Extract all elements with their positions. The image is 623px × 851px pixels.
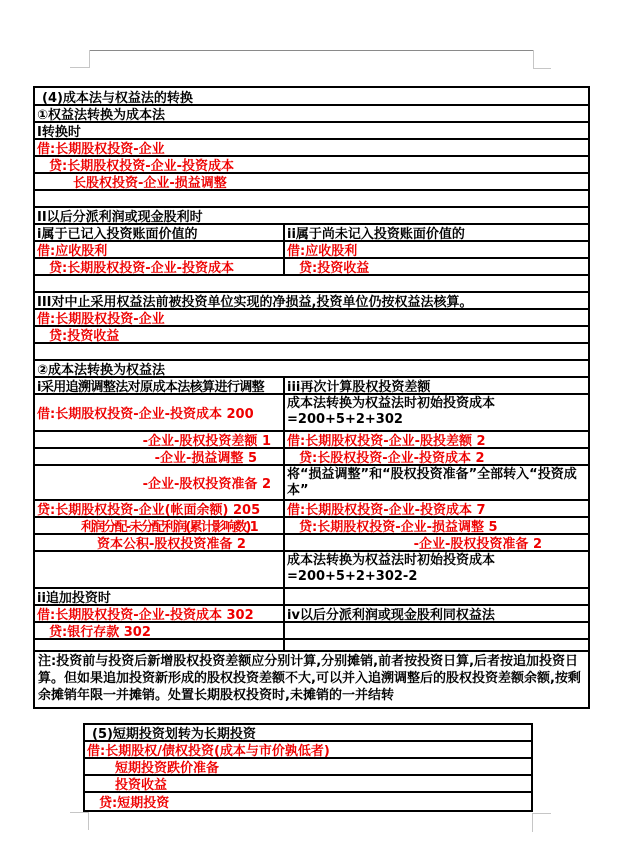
journal-entry-debit: 借:长期股权/债权投资(成本与市价孰低者) <box>87 744 330 757</box>
subsection-1-title: ①权益法转换为成本法 <box>37 108 166 121</box>
journal-entry-debit: 借:长期股权投资-企业 <box>37 312 165 325</box>
table-row <box>35 225 588 242</box>
subsection-2-title: ②成本法转换为权益法 <box>37 363 166 376</box>
journal-entry-credit: 贷:长股权投资-企业-投资成本 2 <box>299 451 485 464</box>
table-row <box>35 623 588 640</box>
table-row <box>35 449 588 466</box>
journal-entry-credit: 贷:长期股权投资-企业-损益调整 5 <box>299 520 498 533</box>
text-boundary-mark-top-left-h <box>70 67 90 68</box>
table-row <box>35 310 588 327</box>
table-row <box>35 652 588 707</box>
journal-entry-debit: 借:长期股权投资-企业 <box>37 142 165 155</box>
table-row <box>35 276 588 293</box>
journal-entry-credit-cont: -企业-股权投资准备 2 <box>413 537 542 550</box>
journal-entry-debit: 借:长期股权投资-企业-投资成本 200 <box>35 395 285 430</box>
text-boundary-mark-bottom-left-h <box>70 812 89 813</box>
table-row <box>35 88 588 106</box>
table-row <box>35 157 588 174</box>
table-short-to-long-investment <box>83 723 533 812</box>
table-cost-equity-conversion <box>33 86 590 709</box>
journal-entry-credit: 贷:银行存款 302 <box>35 623 285 638</box>
table-row <box>35 518 588 535</box>
table-row <box>35 589 588 606</box>
journal-entry-credit: 贷:长期股权投资-企业-投资成本 <box>35 259 285 274</box>
step-ii-title: ii追加投资时 <box>35 589 285 604</box>
journal-entry-debit-cont: -企业-损益调整 5 <box>35 449 285 464</box>
empty-cell <box>285 589 588 604</box>
empty-cell <box>35 640 285 650</box>
table-row <box>35 123 588 140</box>
step-i-title: i采用追溯调整法对原成本法核算进行调整 <box>35 378 285 393</box>
table-row <box>35 140 588 157</box>
section-4-title: (4)成本法与权益法的转换 <box>42 90 193 104</box>
table-row <box>35 378 588 395</box>
calculation-text: 成本法转换为权益法时初始投资成本=200+5+2+302 <box>287 396 496 427</box>
table-row <box>35 327 588 344</box>
journal-entry-credit-cont: 资本公积-股权投资准备 2 <box>35 535 285 550</box>
text-boundary-top-line <box>90 50 533 51</box>
empty-cell <box>35 191 588 206</box>
step-iv-title: iv以后分派利润或现金股利同权益法 <box>287 608 495 621</box>
journal-entry-debit-cont: 投资收益 <box>115 778 168 791</box>
table-row <box>35 344 588 361</box>
note-text: 注:投资前与投资后新增股权投资差额应分别计算,分别摊销,前者按投资日算,后者按追加投资日算。但如果追加投资新形成的股权投资差额不大,可以并入追溯调整后的股权投资差额余额,按剩余摊销年限一并摊销。处置长期股权投资时,未摊销的一并结转 <box>38 654 581 703</box>
table-row <box>85 742 531 759</box>
empty-cell <box>35 276 588 291</box>
table-row <box>35 552 588 589</box>
heading-conversion-time: I转换时 <box>37 125 81 138</box>
table-row <box>35 395 588 432</box>
journal-entry-debit-cont: -企业-股权投资差额 1 <box>35 432 285 447</box>
table-row <box>35 361 588 378</box>
journal-entry-credit-cont: 长股权投资-企业-损益调整 <box>73 176 227 189</box>
table-row <box>35 191 588 208</box>
calculation-text: 成本法转换为权益法时初始投资成本=200+5+2+302-2 <box>287 553 496 584</box>
journal-entry-debit: 借:长期股权投资-企业-投资成本 7 <box>287 503 486 516</box>
journal-entry-credit: 贷:投资收益 <box>49 329 120 342</box>
journal-entry-debit: 借:长期股权投资-企业-股投差额 2 <box>287 434 486 447</box>
journal-entry-debit: 借:应收股利 <box>35 242 285 257</box>
text-boundary-mark-bottom-left-v <box>88 812 89 830</box>
table-row <box>35 432 588 449</box>
table-row <box>35 606 588 623</box>
case-i-title: i属于已记入投资账面价值的 <box>35 225 285 240</box>
empty-cell <box>285 640 588 650</box>
explanation-text: 将“损益调整”和“股权投资准备”全部转入“投资成本” <box>287 467 577 498</box>
section-5-title: (5)短期投资划转为长期投资 <box>92 727 256 740</box>
text-boundary-mark-bottom-right-h <box>532 813 551 814</box>
step-iii-title: iii再次计算股权投资差额 <box>287 380 431 393</box>
table-row <box>35 174 588 191</box>
table-row <box>35 640 588 652</box>
empty-cell <box>35 344 588 359</box>
journal-entry-credit: 贷:投资收益 <box>299 261 370 274</box>
empty-cell <box>285 623 588 638</box>
journal-entry-credit-cont: 利润分配-未分配利润(累计影响数)1 <box>35 518 285 533</box>
journal-entry-credit: 贷:长期股权投资-企业(帐面余额) 205 <box>35 501 285 516</box>
journal-entry-debit-cont: -企业-股权投资准备 2 <box>35 466 285 499</box>
table-row <box>35 466 588 501</box>
table-row <box>35 293 588 310</box>
table-row <box>85 793 531 810</box>
heading-discontinued-equity: III对中止采用权益法前被投资单位实现的净损益,投资单位仍按权益法核算。 <box>37 295 473 308</box>
journal-entry-debit-cont: 短期投资跌价准备 <box>115 761 220 774</box>
text-boundary-mark-top-left-v <box>89 50 90 68</box>
table-row <box>35 242 588 259</box>
table-row <box>35 208 588 225</box>
journal-entry-credit: 贷:长期股权投资-企业-投资成本 <box>49 159 234 172</box>
table-row <box>85 759 531 776</box>
table-row <box>35 535 588 552</box>
text-boundary-mark-bottom-right-v <box>532 813 533 832</box>
case-ii-title: ii属于尚未记入投资账面价值的 <box>287 227 465 240</box>
text-boundary-mark-top-right-h <box>533 68 551 69</box>
table-row <box>35 106 588 123</box>
table-row <box>85 776 531 793</box>
heading-dividends: II以后分派利润或现金股利时 <box>37 210 203 223</box>
table-row <box>35 259 588 276</box>
journal-entry-debit: 借:长期股权投资-企业-投资成本 302 <box>35 606 285 621</box>
empty-cell <box>35 552 285 587</box>
journal-entry-credit: 贷:短期投资 <box>99 796 170 810</box>
journal-entry-debit: 借:应收股利 <box>287 244 358 257</box>
table-row <box>85 725 531 742</box>
table-row <box>35 501 588 518</box>
text-boundary-mark-top-right-v <box>533 50 534 69</box>
